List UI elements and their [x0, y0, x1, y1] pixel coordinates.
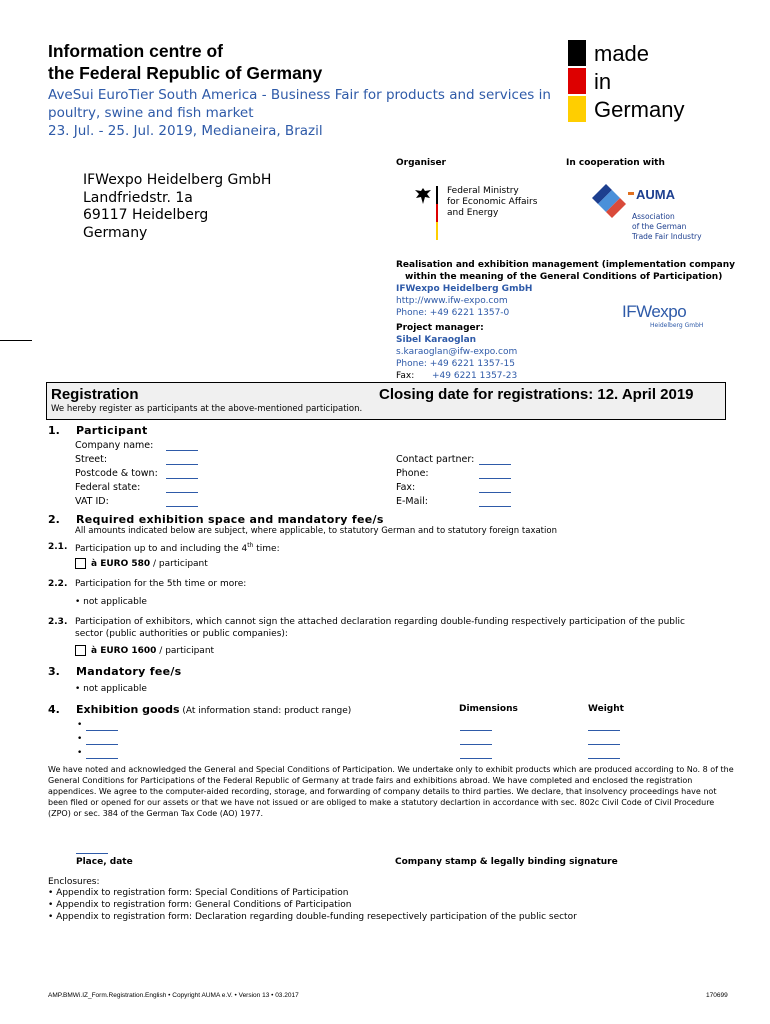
ministry-line2: for Economic Affairs — [447, 197, 538, 207]
registration-intro: We hereby register as participants at the above-mentioned participation. — [51, 404, 363, 414]
enclosure-item-1: • Appendix to registration form: Special Conditions of Participation — [48, 888, 349, 898]
eagle-icon — [412, 186, 434, 206]
footer-left: AMP.BMWi.IZ_Form.Registration.English • Copyright AUMA e.V. • Version 13 • 03.2017 — [48, 992, 299, 999]
event-dates: 23. Jul. - 25. Jul. 2019, Medianeira, Brazil — [48, 123, 323, 139]
ifwexpo-wordmark: IFWexpo — [622, 302, 687, 321]
flag-black-icon — [568, 40, 586, 66]
goods-item-1-field[interactable] — [86, 722, 118, 731]
goods-item-2-weight[interactable] — [588, 736, 620, 745]
section4-number: 4. — [48, 703, 60, 716]
ministry-line1: Federal Ministry — [447, 186, 519, 196]
goods-item-3-field[interactable] — [86, 750, 118, 759]
ministry-bar-red — [436, 204, 438, 222]
section1-number: 1. — [48, 424, 60, 437]
section4-title-note: (At information stand: product range) — [179, 706, 352, 716]
section2-3-text-line1: Participation of exhibitors, which cannot sign the attached declaration regarding double-funding respectively participation of the public — [75, 617, 685, 627]
logo-word-made: made — [594, 41, 650, 66]
auma-dash — [628, 192, 634, 195]
enclosure-item-2: • Appendix to registration form: General Conditions of Participation — [48, 900, 352, 910]
section2-1-text-a: Participation up to and including the 4 — [75, 544, 248, 554]
terms-line1: We have noted and acknowledged the General and Special Conditions of Participation. We undertake only to exhibit products which are produced according to No. 8 of the — [48, 765, 734, 774]
section2-1-text-b: time: — [253, 544, 280, 554]
street-field[interactable] — [166, 456, 198, 465]
section3-value: • not applicable — [75, 684, 147, 694]
ministry-bar-gold — [436, 222, 438, 240]
goods-bullet-2: • — [77, 734, 83, 744]
postcode-field[interactable] — [166, 470, 198, 479]
section2-title: Required exhibition space and mandatory fee/s — [76, 513, 384, 526]
section4-title — [76, 703, 351, 716]
company-name-label: Company name: — [75, 440, 154, 451]
phone-field[interactable] — [479, 470, 511, 479]
option-2-3-unit: / participant — [156, 646, 215, 656]
vat-field[interactable] — [166, 498, 198, 507]
goods-bullet-1: • — [77, 720, 83, 730]
organiser-label: Organiser — [396, 158, 446, 168]
goods-item-2-field[interactable] — [86, 736, 118, 745]
section2-1-sup: th — [247, 542, 254, 549]
terms-line3: appendices. We agree to the computer-aided recording, storage, and forwarding of company details to third parties. We declare, that insolvency proceedings have not — [48, 787, 717, 796]
dimensions-header: Dimensions — [459, 704, 518, 714]
registration-title: Registration — [51, 386, 139, 403]
option-2-1-unit: / participant — [150, 559, 208, 569]
project-manager-fax-label: Fax: — [396, 371, 415, 381]
auma-mark-icon — [592, 184, 628, 218]
goods-bullet-3: • — [77, 748, 83, 758]
address-line1: IFWexpo Heidelberg GmbH — [83, 172, 272, 188]
section2-2-text: Participation for the 5th time or more: — [75, 579, 247, 589]
section2-3-number: 2.3. — [48, 617, 68, 627]
option-2-1 — [75, 558, 208, 569]
ministry-line3: and Energy — [447, 208, 499, 218]
section2-3-text-line2: sector (public authorities or public companies): — [75, 629, 288, 639]
event-line1: AveSui EuroTier South America - Business Fair for products and services in — [48, 87, 551, 103]
section2-2-number: 2.2. — [48, 579, 68, 589]
goods-item-1-dimensions[interactable] — [460, 722, 492, 731]
ministry-logo — [412, 186, 562, 242]
ifwexpo-sub: Heidelberg GmbH — [650, 322, 704, 329]
logo-word-germany: Germany — [594, 97, 685, 122]
section3-title: Mandatory fee/s — [76, 665, 182, 678]
section2-number: 2. — [48, 513, 60, 526]
address-line4: Germany — [83, 225, 148, 241]
phone-label: Phone: — [396, 468, 429, 479]
enclosures-label: Enclosures: — [48, 877, 100, 887]
address-line2: Landfriedstr. 1a — [83, 190, 193, 206]
federal-state-field[interactable] — [166, 484, 198, 493]
email-field[interactable] — [479, 498, 511, 507]
section3-number: 3. — [48, 665, 60, 678]
vat-label: VAT ID: — [75, 496, 109, 507]
project-manager-fax: +49 6221 1357-23 — [432, 371, 518, 381]
company-name-field[interactable] — [166, 442, 198, 451]
goods-item-3-dimensions[interactable] — [460, 750, 492, 759]
project-manager-label: Project manager: — [396, 323, 484, 333]
auma-wordmark: AUMA — [636, 187, 675, 202]
flag-red-icon — [568, 68, 586, 94]
section2-note: All amounts indicated below are subject, where applicable, to statutory German and to statutory foreign taxation — [75, 526, 557, 536]
contact-partner-field[interactable] — [479, 456, 511, 465]
goods-item-3-weight[interactable] — [588, 750, 620, 759]
management-phone: Phone: +49 6221 1357-0 — [396, 308, 510, 318]
management-heading-line1: Realisation and exhibition management (implementation company — [396, 260, 735, 270]
email-label: E-Mail: — [396, 496, 428, 507]
section2-1-text — [75, 542, 280, 554]
option-2-1-price: à EURO 580 — [91, 559, 151, 569]
goods-item-1-weight[interactable] — [588, 722, 620, 731]
option-2-1-checkbox[interactable] — [75, 558, 86, 569]
project-manager-name: Sibel Karaoglan — [396, 335, 477, 345]
fold-mark — [0, 340, 32, 341]
goods-item-2-dimensions[interactable] — [460, 736, 492, 745]
auma-line1: Association — [632, 212, 675, 221]
section2-2-value: • not applicable — [75, 597, 147, 607]
management-company: IFWexpo Heidelberg GmbH — [396, 284, 533, 294]
auma-line2: of the German — [632, 222, 687, 231]
option-2-3 — [75, 645, 214, 656]
logo-word-in: in — [594, 69, 612, 94]
section1-title: Participant — [76, 424, 148, 437]
flag-gold-icon — [568, 96, 586, 122]
contact-partner-label: Contact partner: — [396, 454, 475, 465]
management-url[interactable]: http://www.ifw-expo.com — [396, 296, 508, 306]
terms-line2: General Conditions for Participations of the Federal Republic of Germany at trade fairs and exhibitions abroad. We have completed and enclosed the registration — [48, 776, 693, 785]
weight-header: Weight — [588, 704, 624, 714]
terms-line4: been filed or opened for our assets or that we have not issued or are obliged to make a statutory declartion in accordance with sec. 802c Civil Code of Civil Procedure — [48, 798, 715, 807]
street-label: Street: — [75, 454, 108, 465]
stamp-signature-label: Company stamp & legally binding signature — [395, 857, 618, 867]
header-title-line2: the Federal Republic of Germany — [48, 63, 323, 83]
option-2-3-price: à EURO 1600 — [91, 646, 157, 656]
ministry-bar-black — [436, 186, 438, 204]
address-line3: 69117 Heidelberg — [83, 207, 209, 223]
enclosure-item-3: • Appendix to registration form: Declaration regarding double-funding resepectively participation of the public sector — [48, 912, 577, 922]
fax-field[interactable] — [479, 484, 511, 493]
auma-line3: Trade Fair Industry — [632, 232, 702, 241]
terms-line5: (ZPO) or sec. 384 of the German Tax Code (AO) 1977. — [48, 809, 264, 818]
footer-right: 170699 — [706, 992, 728, 999]
management-heading-line2: within the meaning of the General Conditions of Participation) — [405, 272, 723, 282]
federal-state-label: Federal state: — [75, 482, 141, 493]
header-title-line1: Information centre of — [48, 41, 224, 61]
auma-logo — [592, 184, 722, 246]
project-manager-phone: Phone: +49 6221 1357-15 — [396, 359, 515, 369]
event-line2: poultry, swine and fish market — [48, 105, 254, 121]
registration-deadline: Closing date for registrations: 12. April 2019 — [379, 386, 694, 403]
option-2-3-checkbox[interactable] — [75, 645, 86, 656]
fax-label: Fax: — [396, 482, 416, 493]
made-in-germany-logo — [568, 40, 698, 124]
place-date-field[interactable] — [76, 845, 108, 854]
section4-title-bold: Exhibition goods — [76, 703, 180, 716]
postcode-label: Postcode & town: — [75, 468, 158, 479]
project-manager-email[interactable]: s.karaoglan@ifw-expo.com — [396, 347, 518, 357]
cooperation-label: In cooperation with — [566, 158, 665, 168]
section2-1-number: 2.1. — [48, 542, 68, 552]
place-date-label: Place, date — [76, 857, 133, 867]
ifwexpo-logo — [622, 302, 704, 332]
